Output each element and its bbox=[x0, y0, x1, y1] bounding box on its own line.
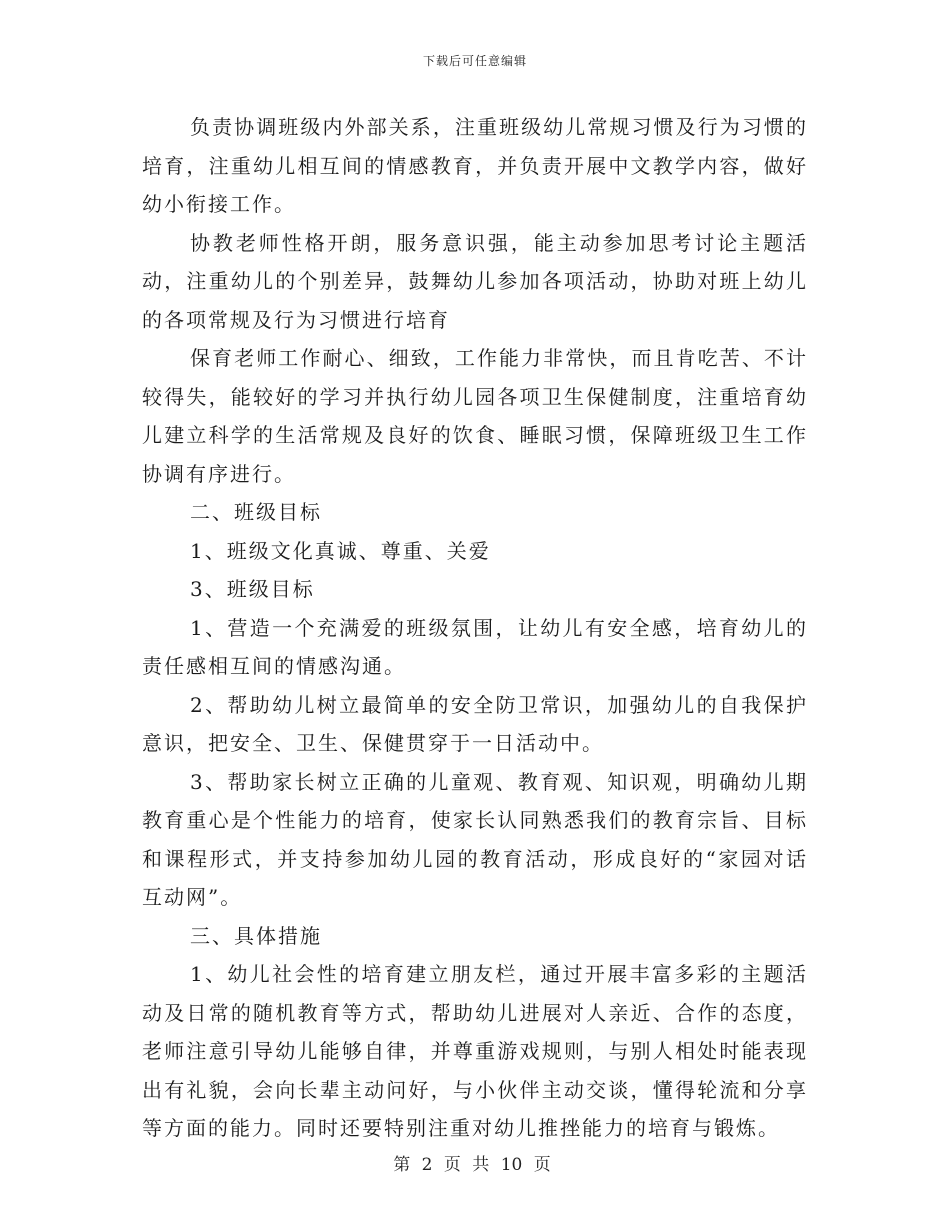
document-body bbox=[142, 108, 808, 1148]
list-item: 1、营造一个充满爱的班级氛围，让幼儿有安全感，培育幼儿的责任感相互间的情感沟通。 bbox=[142, 615, 808, 678]
section-heading: 3、班级目标 bbox=[190, 577, 315, 601]
footer-current-page: 2 bbox=[421, 1155, 433, 1175]
footer-page-word: 页 bbox=[443, 1155, 461, 1175]
footer-prefix: 第 bbox=[393, 1155, 411, 1175]
list-item: 3、帮助家长树立正确的儿童观、教育观、知识观，明确幼儿期教育重心是个性能力的培育，使家长认同熟悉我们的教育宗旨、目标和课程形式，并支持参加幼儿园的教育活动，形成良好的“家园对话互动网”。 bbox=[142, 769, 808, 909]
paragraph: 负责协调班级内外部关系，注重班级幼儿常规习惯及行为习惯的培育，注重幼儿相互间的情感教育，并负责开展中文教学内容，做好幼小衔接工作。 bbox=[142, 115, 808, 216]
header-note: 下载后可任意编辑 bbox=[422, 54, 527, 68]
page-header bbox=[0, 52, 950, 69]
footer-suffix: 页 bbox=[533, 1155, 551, 1175]
page-footer bbox=[0, 1150, 950, 1175]
footer-total-word: 共 bbox=[472, 1155, 490, 1175]
list-item: 1、幼儿社会性的培育建立朋友栏，通过开展丰富多彩的主题活动及日常的随机教育等方式，帮助幼儿进展对人亲近、合作的态度，老师注意引导幼儿能够自律，并尊重游戏规则，与别人相处时能表现出有礼貌，会向长辈主动问好，与小伙伴主动交谈，懂得轮流和分享等方面的能力。同时还要特别注重对幼儿推挫能力的培育与锻炼。 bbox=[142, 962, 808, 1140]
footer-total-pages: 10 bbox=[500, 1155, 523, 1175]
paragraph: 保育老师工作耐心、细致，工作能力非常快，而且肯吃苦、不计较得失，能较好的学习并执行幼儿园各项卫生保健制度，注重培育幼儿建立科学的生活常规及良好的饮食、睡眠习惯，保障班级卫生工作协调有序进行。 bbox=[142, 346, 808, 486]
list-item: 2、帮助幼儿树立最简单的安全防卫常识，加强幼儿的自我保护意识，把安全、卫生、保健贯穿于一日活动中。 bbox=[142, 692, 808, 755]
paragraph: 协教老师性格开朗，服务意识强，能主动参加思考讨论主题活动，注重幼儿的个别差异，鼓舞幼儿参加各项活动，协助对班上幼儿的各项常规及行为习惯进行培育 bbox=[142, 230, 808, 332]
list-item: 1、班级文化真诚、尊重、关爱 bbox=[190, 538, 491, 563]
section-heading: 二、班级目标 bbox=[190, 500, 322, 524]
section-heading: 三、具体措施 bbox=[190, 923, 322, 948]
